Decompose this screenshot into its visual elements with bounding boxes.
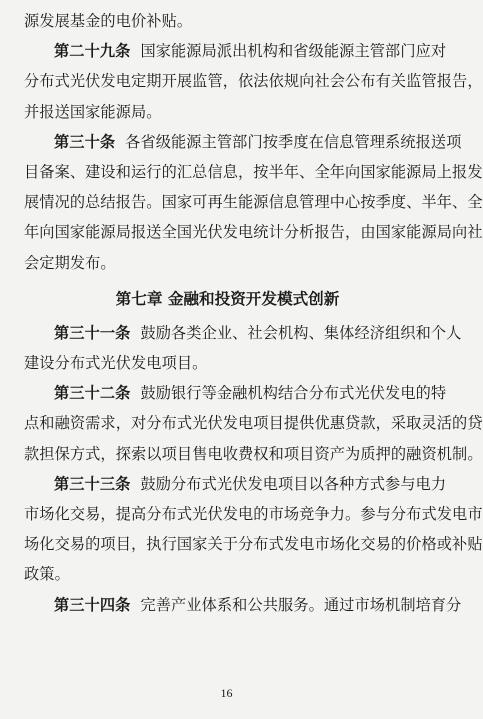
text-line: 款担保方式，探索以项目售电收费权和项目资产为质押的融资机制。 [24, 444, 483, 463]
article-30 [24, 127, 462, 157]
text-line: 源发展基金的电价补贴。 [24, 12, 193, 30]
text-line: 展情况的总结报告。国家可再生能源信息管理中心按季度、半年、全 [24, 193, 483, 212]
article-number: 第三十三条 [54, 474, 131, 493]
text-line: 政策。 [24, 565, 70, 584]
article-text: 各省级能源主管部门按季度在信息管理系统报送项 [125, 132, 462, 151]
article-29 [24, 36, 447, 66]
text-line: 市场化交易，提高分布式光伏发电的市场竞争力。参与分布式发电市 [24, 505, 483, 524]
article-33 [24, 469, 447, 499]
chapter-title: 第七章 金融和投资开发模式创新 [115, 288, 340, 308]
text-line: 场化交易的项目，执行国家关于分布式发电市场化交易的价格或补贴 [24, 535, 483, 554]
article-text: 鼓励各类企业、社会机构、集体经济组织和个人 [140, 323, 462, 342]
article-34 [24, 590, 462, 620]
article-31 [24, 318, 462, 348]
article-number: 第三十一条 [54, 323, 131, 342]
text-line: 建设分布式光伏发电项目。 [24, 354, 208, 373]
article-text: 鼓励分布式光伏发电项目以各种方式参与电力 [140, 474, 447, 493]
article-number: 第三十二条 [54, 384, 131, 403]
text-line: 分布式光伏发电定期开展监管，依法依规向社会公布有关监管报告， [24, 72, 483, 91]
article-text: 完善产业体系和公共服务。通过市场机制培育分 [140, 595, 462, 614]
text-line: 并报送国家能源局。 [24, 102, 162, 121]
text-line: 年向国家能源局报送全国光伏发电统计分析报告，由国家能源局向社 [24, 223, 483, 242]
text-line: 会定期发布。 [24, 253, 116, 272]
article-number: 第三十四条 [54, 595, 131, 614]
article-32 [24, 378, 447, 408]
article-number: 第三十条 [54, 132, 116, 151]
text-line: 点和融资需求，对分布式光伏发电项目提供优惠贷款，采取灵活的贷 [24, 414, 483, 433]
article-number: 第二十九条 [54, 42, 131, 61]
page-number: 16 [220, 686, 233, 700]
text-line: 目备案、建设和运行的汇总信息，按半年、全年向国家能源局上报发 [24, 163, 483, 182]
article-text: 鼓励银行等金融机构结合分布式光伏发电的特 [140, 384, 447, 403]
article-text: 国家能源局派出机构和省级能源主管部门应对 [140, 42, 447, 61]
